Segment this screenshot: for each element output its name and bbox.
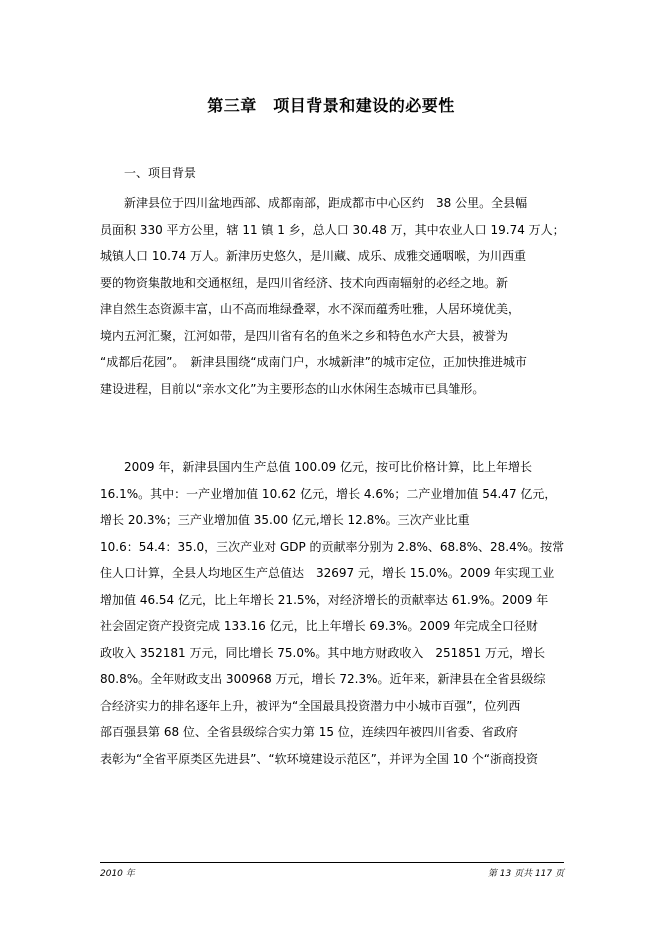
- paragraph-line: 要的物资集散地和交通枢纽，是四川省经济、技术向西南辐射的必经之地。新: [100, 275, 509, 290]
- footer-year: 2010 年: [100, 869, 135, 879]
- paragraph-line: 增长 20.3%；三产业增加值 35.00 亿元,增长 12.8%。三次产业比重: [100, 513, 470, 527]
- section-heading: 一、项目背景: [124, 166, 197, 180]
- paragraph-line: 80.8%。全年财政支出 300968 万元，增长 72.3%。近年来，新津县在全省县级综: [100, 672, 546, 686]
- paragraph-line: 住人口计算，全县人均地区生产总值达 32697 元，增长 15.0%。2009 年实现工业: [100, 566, 555, 580]
- paragraph-line: 境内五河汇聚，江河如带，是四川省有名的鱼米之乡和特色水产大县，被誉为: [100, 328, 509, 343]
- paragraph-line: 新津县位于四川盆地西部、成都南部，距成都市中心区约 38 公里。全县幅: [124, 196, 528, 210]
- paragraph-line: 合经济实力的排名逐年上升，被评为“全国最具投资潜力中小城市百强”，位列西: [100, 698, 521, 713]
- paragraph-line: 建设进程，目前以“亲水文化”为主要形态的山水休闲生态城市已具雏形。: [100, 381, 485, 396]
- paragraph-line: 政收入 352181 万元，同比增长 75.0%。其中地方财政收入 251851 万元，增长: [100, 645, 545, 660]
- paragraph-2: [100, 454, 570, 772]
- paragraph-line: 10.6：54.4：35.0，三次产业对 GDP 的贡献率分别为 2.8%、68.8%、28.4%。按常: [100, 539, 565, 554]
- paragraph-line: “成都后花园”。 新津县围绕“成南门户，水城新津”的城市定位，正加快推进城市: [100, 355, 527, 369]
- paragraph-line: 表彰为“全省平原类区先进县”、“软环境建设示范区”，并评为全国 10 个“浙商投资: [100, 751, 538, 766]
- paragraph-line: 城镇人口 10.74 万人。新津历史悠久，是川藏、成乐、成雅交通咽喉，为川西重: [100, 249, 526, 263]
- paragraph-line: 16.1%。其中：一产业增加值 10.62 亿元，增长 4.6%；二产业增加值 54.47 亿元，: [100, 486, 557, 501]
- chapter-title: 第三章 项目背景和建设的必要性: [207, 96, 455, 115]
- paragraph-line: 2009 年，新津县国内生产总值 100.09 亿元，按可比价格计算，比上年增长: [124, 460, 532, 474]
- paragraph-line: 社会固定资产投资完成 133.16 亿元，比上年增长 69.3%。2009 年完成全口径财: [100, 619, 538, 633]
- paragraph-line: 部百强县第 68 位、全省县级综合实力第 15 位，连续四年被四川省委、省政府: [100, 725, 518, 739]
- paragraph-line: 增加值 46.54 亿元，比上年增长 21.5%，对经济增长的贡献率达 61.9%。2009 年: [100, 592, 549, 607]
- paragraph-line: 员面积 330 平方公里，辖 11 镇 1 乡，总人口 30.48 万，其中农业人口 19.74 万人；: [100, 222, 565, 237]
- paragraph-1: [100, 190, 570, 402]
- footer-page-number: 第 13 页共 117 页: [487, 869, 564, 879]
- paragraph-line: 津自然生态资源丰富，山不高而堆绿叠翠，水不深而蕴秀吐雅，人居环境优美，: [100, 302, 521, 316]
- footer-divider: [100, 862, 564, 863]
